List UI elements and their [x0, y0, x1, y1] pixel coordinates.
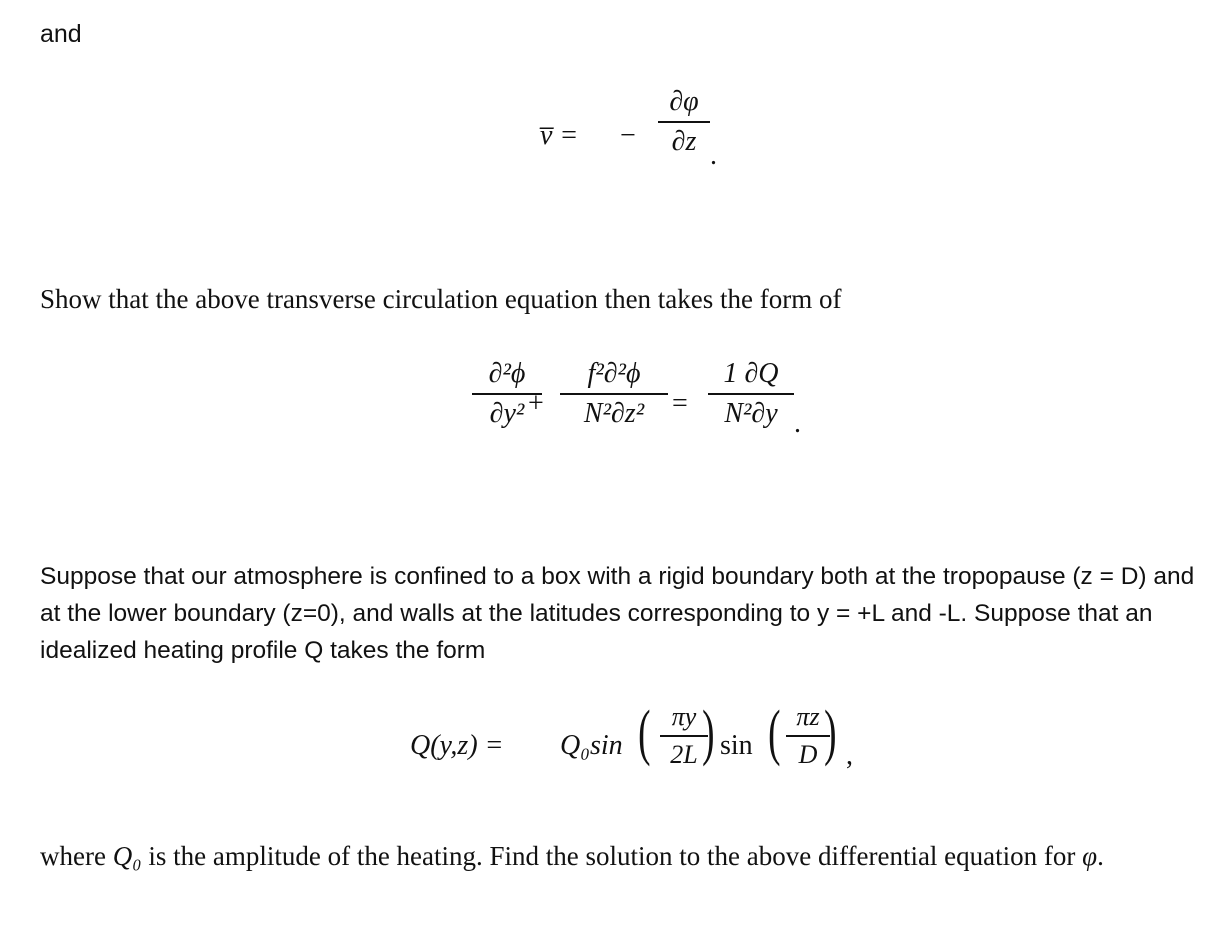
equation-transverse-circulation — [0, 330, 1226, 470]
eq2-term3-numerator: 1 ∂Q — [723, 358, 779, 389]
eq3-fraction-1-bar — [660, 735, 708, 737]
eq1-numerator: ∂φ — [669, 86, 699, 117]
eq3-fraction-1 — [660, 702, 708, 770]
eq3-sin: sin — [720, 730, 753, 761]
eq1-minus: − — [620, 120, 636, 151]
eq2-term1-numerator: ∂²ϕ — [488, 358, 526, 389]
eq2-term3-denominator: N²∂y — [724, 398, 778, 429]
where-post: is the amplitude of the heating. Find the solution to the above differential equation for — [141, 841, 1083, 871]
eq3-paren-close-2: ) — [824, 699, 837, 767]
eq2-plus: + — [528, 388, 544, 419]
where-text — [40, 836, 1160, 876]
eq3-lhs: Q(y,z) = — [410, 730, 504, 761]
eq2-term2-bar — [560, 393, 668, 395]
eq2-equals: = — [672, 388, 688, 419]
eq1-period: . — [710, 140, 717, 171]
eq1-lhs: v̅ = — [540, 120, 579, 151]
where-q0: Q₀ — [112, 841, 142, 871]
eq1-fraction-bar — [658, 121, 710, 123]
where-pre: where — [40, 841, 113, 871]
eq3-comma: , — [846, 740, 853, 771]
eq2-term2-denominator: N²∂z² — [583, 398, 645, 429]
eq2-term1-denominator: ∂y² — [489, 398, 525, 429]
equation-v-bar — [0, 0, 1226, 230]
eq2-term3 — [708, 358, 794, 430]
eq3-paren-open-1: ( — [638, 699, 651, 767]
suppose-text: Suppose that our atmosphere is confined to a box with a rigid boundary both at the tropopause (z = D) and at the lower boundary (z=0), and walls at the latitudes corresponding to y = +L and -L. Suppose that an idealized heating profile Q takes the form — [40, 563, 1195, 664]
intro-text: and — [40, 20, 82, 48]
eq3-fraction-2-denominator: D — [798, 740, 818, 769]
eq2-term2-numerator: f²∂²ϕ — [587, 358, 641, 389]
eq3-fraction-1-numerator: πy — [671, 702, 697, 731]
eq3-paren-open-2: ( — [768, 699, 781, 767]
eq2-period: . — [794, 408, 801, 439]
eq3-fraction-1-denominator: 2L — [670, 740, 698, 769]
eq1-fraction — [658, 86, 710, 158]
where-phi: φ — [1082, 841, 1098, 871]
eq3-coefficient: Q₀sin — [560, 730, 623, 761]
eq3-paren-close-1: ) — [702, 699, 715, 767]
eq1-denominator: ∂z — [671, 126, 697, 157]
show-text: Show that the above transverse circulation equation then takes the form of — [40, 284, 842, 314]
eq2-term2 — [560, 358, 668, 430]
equation-heating-profile — [0, 700, 1226, 800]
eq2-term3-bar — [708, 393, 794, 395]
where-end: . — [1097, 841, 1104, 871]
eq3-fraction-2-numerator: πz — [796, 702, 820, 731]
